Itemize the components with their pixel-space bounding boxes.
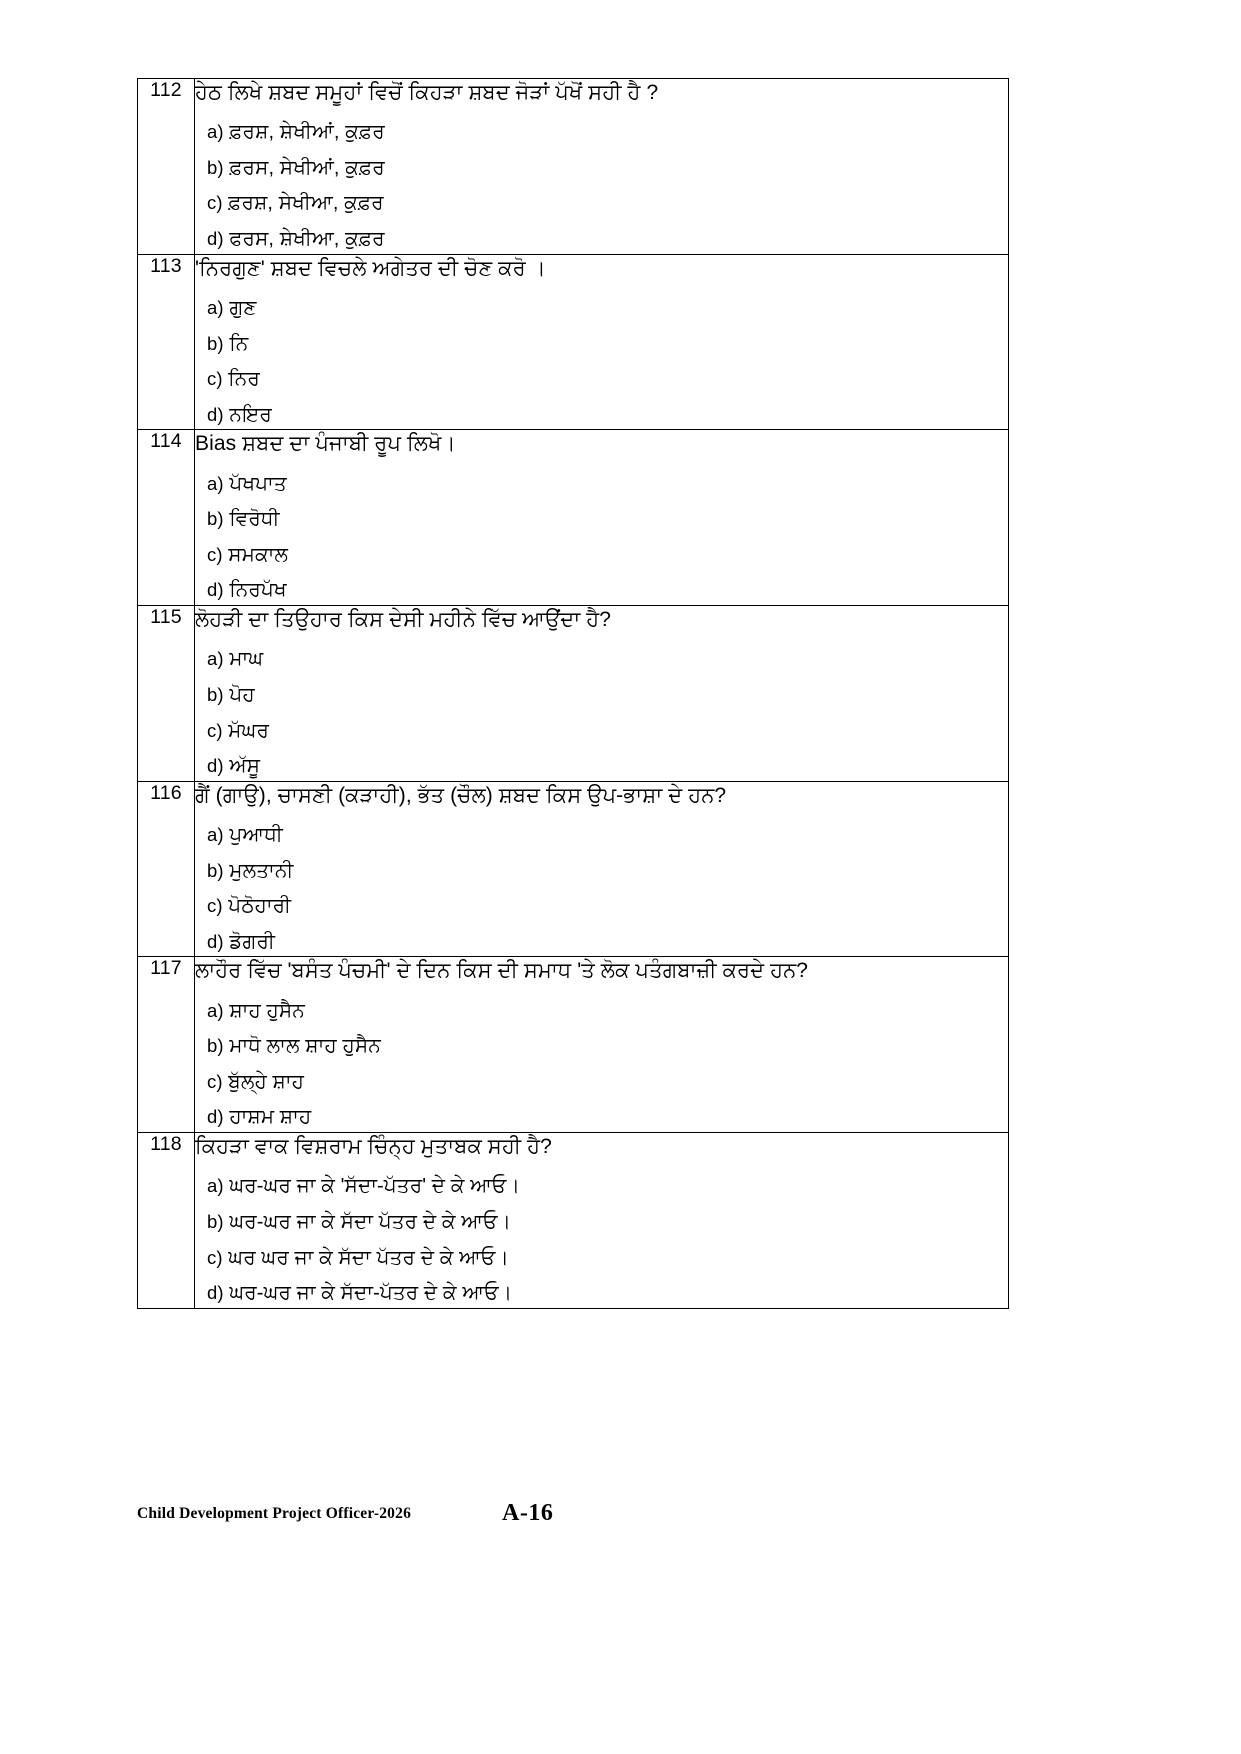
option-d-text: ਫਰਸ, ਸ਼ੇਖੀਆ, ਕੁਫ਼ਰ — [229, 228, 385, 251]
option-a[interactable] — [195, 990, 1008, 1026]
question-body — [195, 254, 1009, 430]
table-row — [138, 606, 1009, 782]
option-d-label: d) — [207, 1106, 224, 1128]
question-body — [195, 957, 1009, 1133]
option-b-label: b) — [207, 683, 224, 705]
option-a-text: ਘਰ-ਘਰ ਜਾ ਕੇ 'ਸੱਦਾ-ਪੱਤਰ' ਦੇ ਕੇ ਆਓ। — [229, 1175, 521, 1198]
option-a-label: a) — [207, 823, 224, 845]
table-row — [138, 957, 1009, 1133]
option-d-text: ਘਰ-ਘਰ ਜਾ ਕੇ ਸੱਦਾ-ਪੱਤਰ ਦੇ ਕੇ ਆਓ। — [229, 1282, 513, 1305]
option-a-text: ਮਾਘ — [229, 648, 264, 671]
table-row — [138, 1133, 1009, 1309]
option-b-text: ਮੁਲਤਾਨੀ — [229, 859, 294, 882]
option-b[interactable] — [195, 498, 1008, 534]
option-a-text: ਪੱਖਪਾਤ — [229, 472, 287, 495]
option-a[interactable] — [195, 111, 1008, 147]
option-d[interactable] — [195, 921, 1008, 957]
question-number: 114 — [138, 430, 195, 606]
question-body — [195, 1133, 1009, 1309]
option-c-text: ਪੋਠੋਹਾਰੀ — [228, 895, 292, 918]
option-c[interactable] — [195, 358, 1008, 394]
table-row — [138, 79, 1009, 255]
option-c-text: ਘਰ ਘਰ ਜਾ ਕੇ ਸੱਦਾ ਪੱਤਰ ਦੇ ਕੇ ਆਓ। — [228, 1246, 509, 1269]
option-a-label: a) — [207, 999, 224, 1021]
option-b[interactable] — [195, 1201, 1008, 1237]
option-d[interactable] — [195, 1096, 1008, 1132]
option-d[interactable] — [195, 745, 1008, 781]
question-text: ਗੈਂ (ਗਾਉ), ਚਾਸਣੀ (ਕੜਾਹੀ), ਭੱਤ (ਚੌਲ) ਸ਼ਬਦ ਕਿਸ ਉਪ-ਭਾਸ਼ਾ ਦੇ ਹਨ? — [195, 783, 727, 807]
question-text: 'ਨਿਰਗੁਣ' ਸ਼ਬਦ ਵਿਚਲੇ ਅਗੇਤਰ ਦੀ ਚੋਣ ਕਰੋ । — [195, 256, 546, 280]
option-c-text: ਨਿਰ — [228, 368, 260, 391]
option-d-label: d) — [207, 755, 224, 777]
option-a[interactable] — [195, 287, 1008, 323]
question-number: 115 — [138, 606, 195, 782]
option-b-label: b) — [207, 1035, 224, 1057]
option-d-label: d) — [207, 403, 224, 425]
option-c[interactable] — [195, 534, 1008, 570]
option-a[interactable] — [195, 1165, 1008, 1201]
question-number: 117 — [138, 957, 195, 1133]
question-number: 112 — [138, 79, 195, 255]
option-d[interactable] — [195, 1272, 1008, 1308]
option-a-label: a) — [207, 296, 224, 318]
option-c-label: c) — [207, 719, 223, 741]
option-b-label: b) — [207, 156, 224, 178]
option-d-text: ਨਿਰਪੱਖ — [229, 579, 287, 602]
option-c-label: c) — [207, 192, 223, 214]
option-b[interactable] — [195, 323, 1008, 359]
questions-table — [137, 78, 1009, 1309]
option-b-text: ਪੋਹ — [229, 683, 255, 706]
option-c[interactable] — [195, 1237, 1008, 1273]
option-d-text: ਹਾਸ਼ਮ ਸ਼ਾਹ — [229, 1106, 312, 1129]
option-c-label: c) — [207, 1246, 223, 1268]
option-a-text: ਸ਼ਾਹ ਹੁਸੈਨ — [229, 999, 305, 1022]
option-b[interactable] — [195, 1025, 1008, 1061]
option-a-label: a) — [207, 648, 224, 670]
option-c[interactable] — [195, 710, 1008, 746]
question-number: 116 — [138, 781, 195, 957]
option-d-label: d) — [207, 579, 224, 601]
table-row — [138, 781, 1009, 957]
option-b-label: b) — [207, 1210, 224, 1232]
option-b[interactable] — [195, 850, 1008, 886]
option-a[interactable] — [195, 814, 1008, 850]
option-b-text: ਮਾਧੋ ਲਾਲ ਸ਼ਾਹ ਹੁਸੈਨ — [229, 1035, 381, 1058]
question-text: ਲੋਹੜੀ ਦਾ ਤਿਉਹਾਰ ਕਿਸ ਦੇਸੀ ਮਹੀਨੇ ਵਿੱਚ ਆਉਂਦਾ ਹੈ? — [195, 608, 612, 632]
option-a-text: ਗੁਣ — [229, 296, 257, 319]
question-number: 113 — [138, 254, 195, 430]
option-b[interactable] — [195, 147, 1008, 183]
option-b-text: ਘਰ-ਘਰ ਜਾ ਕੇ ਸੱਦਾ ਪੱਤਰ ਦੇ ਕੇ ਆਓ। — [229, 1210, 512, 1233]
option-d-text: ਨਇਰ — [229, 403, 272, 426]
option-a-text: ਪੁਆਧੀ — [229, 823, 283, 846]
option-c-label: c) — [207, 368, 223, 390]
option-c[interactable] — [195, 182, 1008, 218]
option-d-label: d) — [207, 228, 224, 250]
question-body — [195, 606, 1009, 782]
question-number: 118 — [138, 1133, 195, 1309]
option-a-label: a) — [207, 472, 224, 494]
question-text: ਹੇਠ ਲਿਖੇ ਸ਼ਬਦ ਸਮੂਹਾਂ ਵਿਚੋਂ ਕਿਹੜਾ ਸ਼ਬਦ ਜੋੜਾਂ ਪੱਖੋਂ ਸਹੀ ਹੈ ? — [195, 81, 659, 104]
question-body — [195, 781, 1009, 957]
option-d-label: d) — [207, 1282, 224, 1304]
table-row — [138, 430, 1009, 606]
option-c-label: c) — [207, 1070, 223, 1092]
option-a[interactable] — [195, 638, 1008, 674]
questions-table-body — [138, 79, 1009, 1309]
option-b-text: ਵਿਰੋਧੀ — [229, 508, 280, 531]
question-text: ਲਾਹੌਰ ਵਿੱਚ 'ਬਸੰਤ ਪੰਚਮੀ' ਦੇ ਦਿਨ ਕਿਸ ਦੀ ਸਮਾਧ 'ਤੇ ਲੋਕ ਪਤੰਗਬਾਜ਼ੀ ਕਰਦੇ ਹਨ? — [195, 959, 809, 983]
option-a-label: a) — [207, 121, 224, 143]
option-a[interactable] — [195, 463, 1008, 499]
option-c-text: ਫ਼ਰਸ਼, ਸੇਖੀਆ, ਕੁਫ਼ਰ — [228, 192, 384, 215]
option-b-label: b) — [207, 859, 224, 881]
option-d[interactable] — [195, 394, 1008, 430]
option-c[interactable] — [195, 1061, 1008, 1097]
question-body — [195, 430, 1009, 606]
option-a-text: ਫ਼ਰਸ਼, ਸ਼ੇਖੀਆਂ, ਕੁਫ਼ਰ — [229, 121, 385, 144]
option-c-text: ਸਮਕਾਲ — [228, 543, 289, 566]
option-b-label: b) — [207, 508, 224, 530]
option-d-label: d) — [207, 930, 224, 952]
option-c-text: ਮੱਘਰ — [228, 719, 270, 742]
option-a-label: a) — [207, 1175, 224, 1197]
option-c-text: ਬੁੱਲ੍ਹੇ ਸ਼ਾਹ — [228, 1070, 305, 1093]
option-b-text: ਨਿ — [229, 332, 249, 355]
table-row — [138, 254, 1009, 430]
question-body — [195, 79, 1009, 255]
option-d[interactable] — [195, 569, 1008, 605]
option-c[interactable] — [195, 885, 1008, 921]
option-b[interactable] — [195, 674, 1008, 710]
question-text: Bias ਸ਼ਬਦ ਦਾ ਪੰਜਾਬੀ ਰੂਪ ਲਿਖੋ। — [195, 432, 456, 456]
exam-title: Child Development Project Officer-2026 — [137, 1505, 412, 1522]
option-b-text: ਫ਼ਰਸ, ਸੇਖੀਆਂ, ਕੁਫ਼ਰ — [229, 156, 385, 179]
option-b-label: b) — [207, 332, 224, 354]
option-c-label: c) — [207, 895, 223, 917]
option-d-text: ਅੱਸੂ — [229, 755, 261, 778]
question-text: ਕਿਹੜਾ ਵਾਕ ਵਿਸ਼ਰਾਮ ਚਿੰਨ੍ਹ ਮੁਤਾਬਕ ਸਹੀ ਹੈ? — [195, 1135, 552, 1159]
option-d-text: ਡੋਗਰੀ — [229, 930, 275, 953]
option-d[interactable] — [195, 218, 1008, 254]
page-footer — [137, 1500, 1009, 1539]
option-c-label: c) — [207, 543, 223, 565]
page-number: A-16 — [502, 1500, 554, 1526]
